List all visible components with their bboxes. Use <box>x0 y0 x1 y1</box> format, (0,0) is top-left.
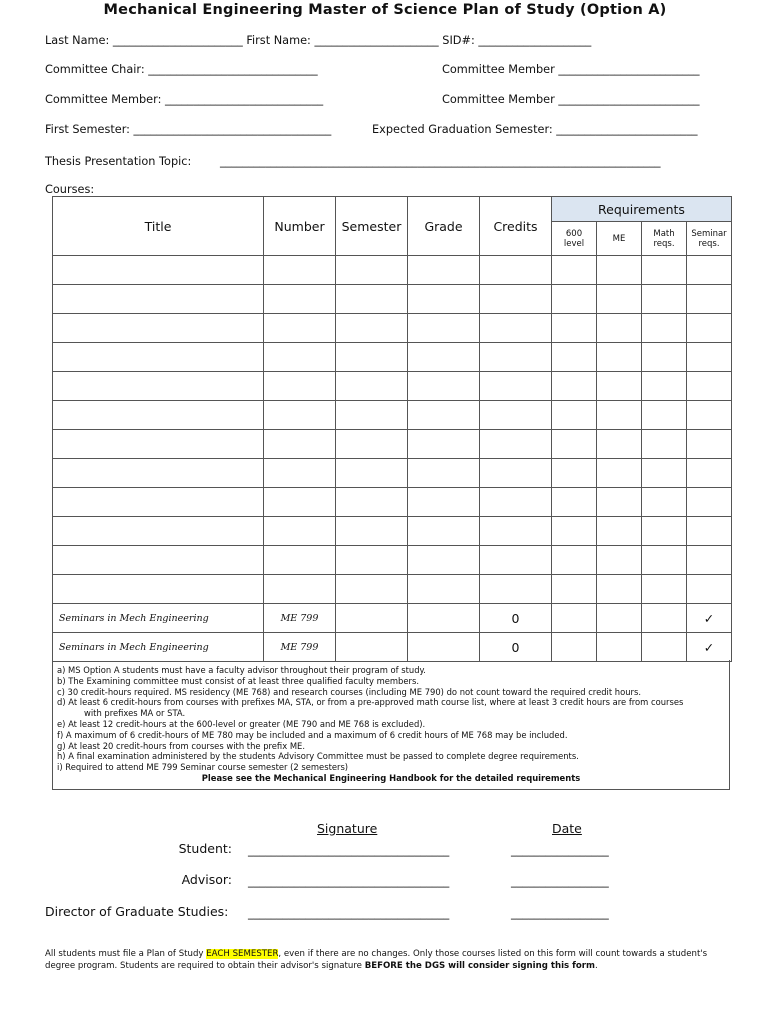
table-cell[interactable] <box>480 256 552 285</box>
table-cell[interactable] <box>336 546 408 575</box>
table-cell[interactable] <box>264 546 336 575</box>
table-cell[interactable] <box>642 575 687 604</box>
note-f: f) A maximum of 6 credit-hours of ME 780 may be included and a maximum of 6 credit hours of ME 768 may be included. <box>57 729 568 740</box>
table-cell[interactable] <box>264 459 336 488</box>
table-cell[interactable] <box>264 285 336 314</box>
table-cell[interactable] <box>642 401 687 430</box>
table-cell[interactable] <box>480 401 552 430</box>
table-cell[interactable] <box>642 314 687 343</box>
table-cell[interactable] <box>336 401 408 430</box>
table-cell[interactable] <box>480 343 552 372</box>
committee-chair-field[interactable]: Committee Chair: ______________________________ <box>45 63 318 76</box>
committee-member-field-3[interactable]: Committee Member _________________________ <box>442 93 700 106</box>
col-header-number: Number <box>264 197 336 256</box>
table-cell[interactable] <box>597 343 642 372</box>
col-header-grade: Grade <box>408 197 480 256</box>
table-row <box>53 517 732 546</box>
table-cell[interactable] <box>552 430 597 459</box>
table-row <box>53 459 732 488</box>
table-row-seminar-2 <box>53 633 732 662</box>
table-cell[interactable] <box>53 517 264 546</box>
table-cell[interactable] <box>408 459 480 488</box>
table-cell[interactable] <box>408 343 480 372</box>
table-cell[interactable] <box>408 285 480 314</box>
name-sid-row[interactable]: Last Name: _______________________ First Name: ______________________ SID#: ____________________ <box>45 34 592 47</box>
table-cell[interactable] <box>480 372 552 401</box>
table-cell[interactable] <box>53 256 264 285</box>
table-cell[interactable] <box>552 343 597 372</box>
table-row <box>53 430 732 459</box>
date-header: Date <box>552 821 582 836</box>
table-cell[interactable] <box>552 488 597 517</box>
note-a: a) MS Option A students must have a faculty advisor throughout their program of study. <box>57 665 426 675</box>
note-h: h) A final examination administered by the students Advisory Committee must be passed to complete degree requirements. <box>57 751 579 762</box>
table-cell[interactable] <box>597 633 642 662</box>
table-cell[interactable] <box>53 372 264 401</box>
table-cell[interactable] <box>597 604 642 633</box>
courses-table <box>52 196 732 662</box>
student-signature-line[interactable]: ___________________________________ <box>248 843 450 857</box>
table-cell[interactable] <box>597 488 642 517</box>
table-cell[interactable] <box>408 314 480 343</box>
table-cell[interactable] <box>264 343 336 372</box>
note-d: d) At least 6 credit-hours from courses with prefixes MA, STA, or from a pre-approved math course list, where at least 3 credit hours are from courses <box>57 697 684 708</box>
table-cell[interactable] <box>480 285 552 314</box>
advisor-date-line[interactable]: _________________ <box>511 874 609 888</box>
req-header-seminar: Seminar reqs. <box>687 222 732 256</box>
table-cell[interactable] <box>687 517 732 546</box>
table-cell[interactable] <box>408 575 480 604</box>
seminar-number: ME 799 <box>264 604 336 633</box>
table-row <box>53 546 732 575</box>
table-cell[interactable] <box>480 459 552 488</box>
table-cell[interactable] <box>642 372 687 401</box>
table-cell[interactable] <box>687 401 732 430</box>
table-cell[interactable] <box>642 430 687 459</box>
student-date-line[interactable]: _________________ <box>511 843 609 857</box>
page-title: Mechanical Engineering Master of Science Plan of Study (Option A) <box>103 2 667 18</box>
dgs-date-line[interactable]: _________________ <box>511 906 609 920</box>
table-cell[interactable] <box>53 575 264 604</box>
table-cell[interactable] <box>408 633 480 662</box>
seminar-credits: 0 <box>480 633 552 662</box>
table-cell[interactable] <box>336 256 408 285</box>
table-cell[interactable] <box>597 256 642 285</box>
table-cell[interactable] <box>480 517 552 546</box>
table-cell[interactable] <box>642 343 687 372</box>
requirements-header: Requirements <box>552 197 732 222</box>
table-cell[interactable] <box>53 546 264 575</box>
table-cell[interactable] <box>264 430 336 459</box>
table-cell[interactable] <box>687 372 732 401</box>
table-cell[interactable] <box>336 372 408 401</box>
thesis-topic-field[interactable]: ______________________________________________________________________________ <box>220 155 661 168</box>
table-cell[interactable] <box>264 517 336 546</box>
filing-disclaimer: All students must file a Plan of Study EACH SEMESTER, even if there are no changes. Only those courses listed on this form will count towards a student's degree program. Students are required to obtain their advisor's signature BEFORE the DGS will consider signing this form. <box>45 949 708 971</box>
table-cell[interactable] <box>687 546 732 575</box>
seminar-title: Seminars in Mech Engineering <box>53 633 264 662</box>
table-cell[interactable] <box>597 575 642 604</box>
table-row <box>53 285 732 314</box>
col-header-title: Title <box>53 197 264 256</box>
table-cell[interactable] <box>687 430 732 459</box>
table-cell[interactable] <box>264 256 336 285</box>
table-cell[interactable] <box>552 459 597 488</box>
committee-member-field-1[interactable]: Committee Member _________________________ <box>442 63 700 76</box>
table-cell[interactable] <box>552 517 597 546</box>
table-cell[interactable] <box>408 546 480 575</box>
table-cell[interactable] <box>336 343 408 372</box>
seminar-number: ME 799 <box>264 633 336 662</box>
table-row <box>53 256 732 285</box>
table-cell[interactable] <box>552 575 597 604</box>
table-cell[interactable] <box>264 372 336 401</box>
table-cell[interactable] <box>687 256 732 285</box>
committee-member-field-2[interactable]: Committee Member: ____________________________ <box>45 93 324 106</box>
table-cell[interactable] <box>642 459 687 488</box>
table-cell[interactable] <box>480 488 552 517</box>
table-row <box>53 343 732 372</box>
first-semester-field[interactable]: First Semester: ___________________________________ <box>45 123 332 136</box>
dgs-label: Director of Graduate Studies: <box>45 904 229 919</box>
table-cell[interactable] <box>408 488 480 517</box>
handbook-note: Please see the Mechanical Engineering Handbook for the detailed requirements <box>201 772 581 783</box>
table-cell[interactable] <box>687 575 732 604</box>
table-cell[interactable] <box>597 430 642 459</box>
seminar-title: Seminars in Mech Engineering <box>53 604 264 633</box>
note-i: i) Required to attend ME 799 Seminar course semester (2 semesters) <box>57 762 349 773</box>
table-cell[interactable] <box>597 459 642 488</box>
table-cell[interactable] <box>408 256 480 285</box>
courses-label: Courses: <box>45 183 95 196</box>
table-cell[interactable] <box>552 285 597 314</box>
table-cell[interactable] <box>597 401 642 430</box>
table-cell[interactable] <box>264 575 336 604</box>
expected-graduation-field[interactable]: Expected Graduation Semester: _________________________ <box>372 123 698 136</box>
seminar-credits: 0 <box>480 604 552 633</box>
table-row <box>53 372 732 401</box>
table-cell[interactable] <box>336 459 408 488</box>
table-cell[interactable] <box>53 430 264 459</box>
req-header-me: ME <box>597 222 642 256</box>
table-cell[interactable] <box>480 546 552 575</box>
table-cell[interactable] <box>336 430 408 459</box>
table-cell[interactable] <box>53 314 264 343</box>
table-row <box>53 575 732 604</box>
table-row <box>53 488 732 517</box>
table-cell[interactable] <box>597 285 642 314</box>
student-label: Student: <box>178 841 232 856</box>
table-cell[interactable] <box>642 633 687 662</box>
table-cell[interactable] <box>687 285 732 314</box>
table-cell[interactable] <box>408 430 480 459</box>
table-cell[interactable] <box>597 372 642 401</box>
table-cell[interactable] <box>552 401 597 430</box>
table-cell[interactable] <box>408 372 480 401</box>
table-cell[interactable] <box>264 314 336 343</box>
table-cell[interactable] <box>552 546 597 575</box>
table-cell[interactable] <box>552 314 597 343</box>
table-cell[interactable] <box>53 459 264 488</box>
requirements-notes <box>52 660 730 790</box>
table-cell[interactable] <box>336 314 408 343</box>
table-cell[interactable] <box>597 546 642 575</box>
table-cell[interactable] <box>687 314 732 343</box>
note-b: b) The Examining committee must consist of at least three qualified faculty members. <box>57 675 419 686</box>
table-cell[interactable] <box>552 256 597 285</box>
table-cell[interactable] <box>336 575 408 604</box>
table-cell[interactable] <box>264 401 336 430</box>
table-cell[interactable] <box>642 256 687 285</box>
table-cell[interactable] <box>687 488 732 517</box>
table-cell[interactable] <box>552 372 597 401</box>
table-row-seminar-1 <box>53 604 732 633</box>
table-cell[interactable] <box>53 488 264 517</box>
table-cell[interactable] <box>336 604 408 633</box>
table-cell[interactable] <box>642 604 687 633</box>
table-cell[interactable] <box>53 285 264 314</box>
col-header-credits: Credits <box>480 197 552 256</box>
signature-header: Signature <box>317 821 378 836</box>
table-cell[interactable] <box>336 517 408 546</box>
table-cell[interactable] <box>264 488 336 517</box>
table-cell[interactable] <box>408 604 480 633</box>
req-header-math: Math reqs. <box>642 222 687 256</box>
col-header-semester: Semester <box>336 197 408 256</box>
table-cell[interactable] <box>642 285 687 314</box>
seminar-check-icon: ✓ <box>687 604 732 633</box>
seminar-check-icon: ✓ <box>687 633 732 662</box>
table-cell[interactable] <box>336 285 408 314</box>
table-cell[interactable] <box>336 633 408 662</box>
table-cell[interactable] <box>480 575 552 604</box>
thesis-topic-label: Thesis Presentation Topic: <box>45 155 192 168</box>
advisor-signature-line[interactable]: ___________________________________ <box>248 874 450 888</box>
table-cell[interactable] <box>552 604 597 633</box>
table-cell[interactable] <box>642 517 687 546</box>
table-row <box>53 314 732 343</box>
advisor-label: Advisor: <box>181 872 232 887</box>
table-cell[interactable] <box>597 517 642 546</box>
table-row <box>53 401 732 430</box>
table-cell[interactable] <box>552 633 597 662</box>
note-d-continued: with prefixes MA or STA. <box>84 708 186 719</box>
table-cell[interactable] <box>408 517 480 546</box>
table-cell[interactable] <box>642 546 687 575</box>
table-cell[interactable] <box>687 459 732 488</box>
note-c: c) 30 credit-hours required. MS residency (ME 768) and research courses (including ME 790) do not count toward the required credit hours. <box>57 686 642 697</box>
table-cell[interactable] <box>53 401 264 430</box>
note-g: g) At least 20 credit-hours from courses with the prefix ME. <box>57 740 305 751</box>
table-cell[interactable] <box>642 488 687 517</box>
table-cell[interactable] <box>480 314 552 343</box>
each-semester-highlight: EACH SEMESTER <box>206 949 279 959</box>
req-header-600-level: 600 level <box>552 222 597 256</box>
table-cell[interactable] <box>336 488 408 517</box>
table-cell[interactable] <box>687 343 732 372</box>
dgs-signature-line[interactable]: ___________________________________ <box>248 906 450 920</box>
table-cell[interactable] <box>53 343 264 372</box>
table-cell[interactable] <box>597 314 642 343</box>
table-cell[interactable] <box>408 401 480 430</box>
note-e: e) At least 12 credit-hours at the 600-level or greater (ME 790 and ME 768 is excluded). <box>57 718 426 729</box>
table-cell[interactable] <box>480 430 552 459</box>
